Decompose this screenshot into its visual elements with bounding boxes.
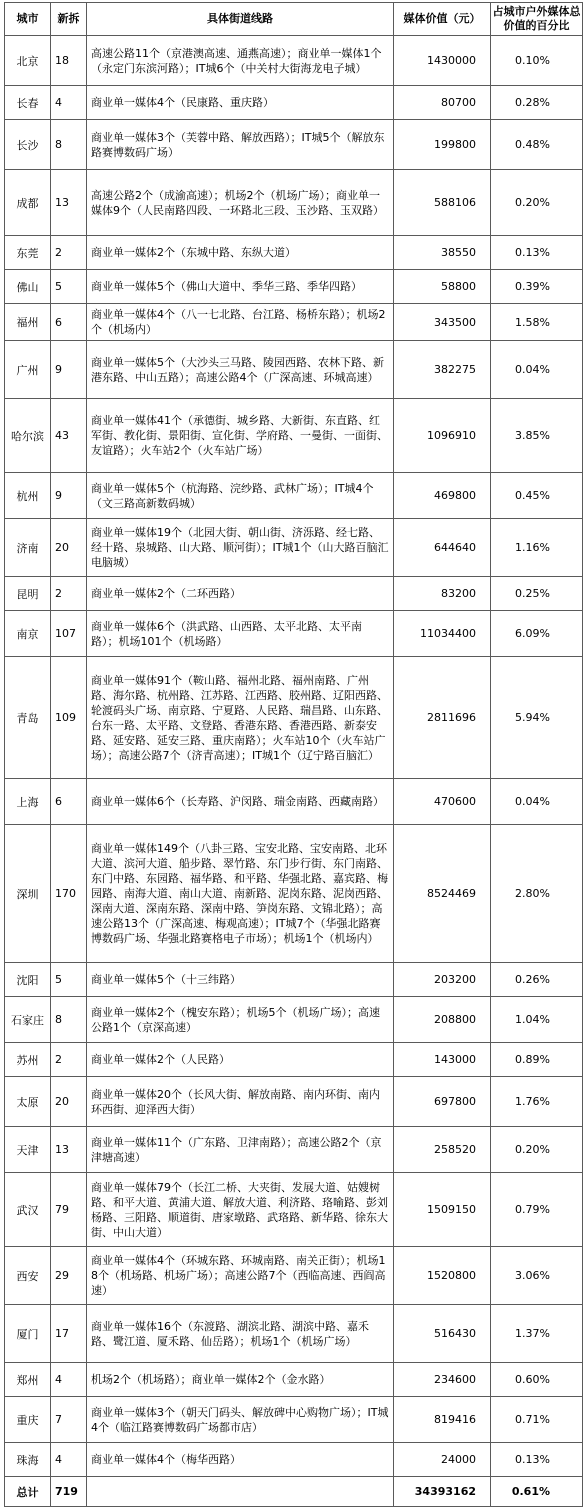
cell-city: 沈阳 [5, 963, 51, 997]
cell-value: 143000 [394, 1043, 491, 1077]
cell-route: 商业单一媒体4个（八一七北路、台江路、杨桥东路）；机场2个（机场内） [87, 304, 394, 341]
cell-city: 哈尔滨 [5, 399, 51, 473]
cell-route: 商业单一媒体16个（东渡路、湖滨北路、湖滨中路、嘉禾路、鹭江道、厦禾路、仙岳路）；机场1个（机场广场） [87, 1305, 394, 1363]
cell-new: 9 [51, 473, 87, 519]
total-pct: 0.61% [491, 1477, 583, 1507]
table-row [5, 779, 583, 825]
cell-value: 819416 [394, 1397, 491, 1443]
cell-route: 商业单一媒体3个（芙蓉中路、解放西路）；IT城5个（解放东路赛博数码广场） [87, 120, 394, 170]
cell-route: 商业单一媒体11个（广东路、卫津南路）；高速公路2个（京津塘高速） [87, 1127, 394, 1173]
cell-value: 644640 [394, 519, 491, 577]
cell-city: 青岛 [5, 657, 51, 779]
cell-value: 199800 [394, 120, 491, 170]
cell-new: 13 [51, 1127, 87, 1173]
cell-value: 343500 [394, 304, 491, 341]
table-row [5, 170, 583, 236]
table-row [5, 86, 583, 120]
cell-new: 17 [51, 1305, 87, 1363]
table-row [5, 236, 583, 270]
cell-route: 商业单一媒体5个（大沙头三马路、陵园西路、农林下路、新港东路、中山五路）；高速公路4个（广深高速、环城高速） [87, 341, 394, 399]
header-route: 具体街道线路 [87, 3, 394, 36]
table-row [5, 120, 583, 170]
cell-new: 9 [51, 341, 87, 399]
cell-pct: 0.20% [491, 170, 583, 236]
cell-city: 珠海 [5, 1443, 51, 1477]
cell-value: 83200 [394, 577, 491, 611]
cell-value: 2811696 [394, 657, 491, 779]
cell-route: 商业单一媒体20个（长风大街、解放南路、南内环街、南内环西街、迎泽西大街） [87, 1077, 394, 1127]
cell-city: 长沙 [5, 120, 51, 170]
cell-value: 11034400 [394, 611, 491, 657]
cell-new: 170 [51, 825, 87, 963]
cell-value: 58800 [394, 270, 491, 304]
header-pct: 占城市户外媒体总价值的百分比 [491, 3, 583, 36]
cell-new: 18 [51, 36, 87, 86]
cell-route: 商业单一媒体19个（北园大街、朝山街、济泺路、经七路、经十路、泉城路、山大路、顺河街）；IT城1个（山大路百脑汇电脑城） [87, 519, 394, 577]
cell-route: 商业单一媒体2个（二环西路） [87, 577, 394, 611]
cell-value: 1430000 [394, 36, 491, 86]
cell-pct: 0.10% [491, 36, 583, 86]
cell-route: 机场2个（机场路）；商业单一媒体2个（金水路） [87, 1363, 394, 1397]
cell-new: 2 [51, 577, 87, 611]
cell-city: 南京 [5, 611, 51, 657]
cell-city: 郑州 [5, 1363, 51, 1397]
cell-pct: 3.06% [491, 1247, 583, 1305]
cell-route: 高速公路11个（京港澳高速、通燕高速）；商业单一媒体1个（永定门东滨河路）；IT城6个（中关村大街海龙电子城） [87, 36, 394, 86]
cell-new: 20 [51, 519, 87, 577]
cell-new: 6 [51, 779, 87, 825]
cell-pct: 0.04% [491, 341, 583, 399]
cell-route: 商业单一媒体149个（八卦三路、宝安北路、宝安南路、北环大道、滨河大道、船步路、翠竹路、东门步行街、东门南路、东门中路、东园路、福华路、和平路、华强北路、嘉宾路、梅园路、南海大道、南山大道、南新路、泥岗东路、泥岗西路、深南大道、深南东路、深南中路、笋岗东路、文锦北路）；高速公路13个（广深高速、梅观高速）；IT城7个（华强北路赛博数码广场、华强北路赛格电子市场）；机场1个（机场内） [87, 825, 394, 963]
cell-city: 长春 [5, 86, 51, 120]
cell-route: 商业单一媒体5个（佛山大道中、季华三路、季华四路） [87, 270, 394, 304]
cell-new: 5 [51, 963, 87, 997]
cell-pct: 0.89% [491, 1043, 583, 1077]
cell-city: 上海 [5, 779, 51, 825]
cell-city: 深圳 [5, 825, 51, 963]
cell-route: 商业单一媒体41个（承德街、城乡路、大新街、东直路、红军街、教化街、景阳街、宣化街、学府路、一曼街、一面街、友谊路）；火车站2个（火车站广场） [87, 399, 394, 473]
cell-pct: 0.79% [491, 1173, 583, 1247]
media-table [4, 2, 583, 1507]
cell-new: 4 [51, 1443, 87, 1477]
header-city: 城市 [5, 3, 51, 36]
cell-pct: 0.39% [491, 270, 583, 304]
cell-route: 高速公路2个（成渝高速）；机场2个（机场广场）；商业单一媒体9个（人民南路四段、一环路北三段、玉沙路、玉双路） [87, 170, 394, 236]
cell-new: 29 [51, 1247, 87, 1305]
table-row [5, 1173, 583, 1247]
cell-new: 8 [51, 997, 87, 1043]
cell-new: 109 [51, 657, 87, 779]
cell-pct: 5.94% [491, 657, 583, 779]
cell-pct: 0.48% [491, 120, 583, 170]
cell-route: 商业单一媒体4个（环城东路、环城南路、南关正街）；机场18个（机场路、机场广场）；高速公路7个（西临高速、西阎高速） [87, 1247, 394, 1305]
cell-pct: 1.16% [491, 519, 583, 577]
cell-value: 697800 [394, 1077, 491, 1127]
cell-pct: 0.20% [491, 1127, 583, 1173]
cell-city: 北京 [5, 36, 51, 86]
table-row [5, 1077, 583, 1127]
cell-city: 东莞 [5, 236, 51, 270]
table-body [5, 36, 583, 1477]
cell-value: 203200 [394, 963, 491, 997]
cell-pct: 0.25% [491, 577, 583, 611]
cell-route: 商业单一媒体2个（槐安东路）；机场5个（机场广场）；高速公路1个（京深高速） [87, 997, 394, 1043]
cell-city: 厦门 [5, 1305, 51, 1363]
cell-route: 商业单一媒体4个（民康路、重庆路） [87, 86, 394, 120]
cell-new: 7 [51, 1397, 87, 1443]
table-row [5, 1127, 583, 1173]
header-value: 媒体价值（元） [394, 3, 491, 36]
cell-route: 商业单一媒体6个（洪武路、山西路、太平北路、太平南路）；机场101个（机场路） [87, 611, 394, 657]
cell-pct: 2.80% [491, 825, 583, 963]
table-row [5, 341, 583, 399]
cell-city: 佛山 [5, 270, 51, 304]
table-row [5, 399, 583, 473]
cell-pct: 1.76% [491, 1077, 583, 1127]
total-label: 总计 [5, 1477, 51, 1507]
cell-new: 2 [51, 236, 87, 270]
cell-value: 234600 [394, 1363, 491, 1397]
cell-new: 79 [51, 1173, 87, 1247]
cell-city: 苏州 [5, 1043, 51, 1077]
cell-pct: 0.45% [491, 473, 583, 519]
cell-route: 商业单一媒体5个（杭海路、浣纱路、武林广场）；IT城4个（文三路高新数码城） [87, 473, 394, 519]
table-row [5, 577, 583, 611]
cell-pct: 0.13% [491, 1443, 583, 1477]
cell-pct: 0.26% [491, 963, 583, 997]
cell-value: 1096910 [394, 399, 491, 473]
table-footer [5, 1477, 583, 1507]
cell-new: 5 [51, 270, 87, 304]
cell-route: 商业单一媒体3个（朝天门码头、解放碑中心购物广场）；IT城4个（临江路赛博数码广场都市店） [87, 1397, 394, 1443]
cell-city: 武汉 [5, 1173, 51, 1247]
cell-new: 4 [51, 1363, 87, 1397]
cell-new: 13 [51, 170, 87, 236]
cell-route: 商业单一媒体5个（十三纬路） [87, 963, 394, 997]
cell-city: 广州 [5, 341, 51, 399]
table-row [5, 611, 583, 657]
cell-city: 成都 [5, 170, 51, 236]
table-row [5, 657, 583, 779]
cell-new: 43 [51, 399, 87, 473]
cell-pct: 1.04% [491, 997, 583, 1043]
cell-value: 588106 [394, 170, 491, 236]
cell-route: 商业单一媒体2个（人民路） [87, 1043, 394, 1077]
cell-new: 8 [51, 120, 87, 170]
cell-value: 1520800 [394, 1247, 491, 1305]
table-row [5, 1247, 583, 1305]
table-row [5, 473, 583, 519]
cell-pct: 3.85% [491, 399, 583, 473]
header-new: 新拆 [51, 3, 87, 36]
table-row [5, 963, 583, 997]
header-row [5, 3, 583, 36]
cell-value: 24000 [394, 1443, 491, 1477]
cell-city: 济南 [5, 519, 51, 577]
cell-city: 福州 [5, 304, 51, 341]
table-row [5, 519, 583, 577]
table-header [5, 3, 583, 36]
total-value: 34393162 [394, 1477, 491, 1507]
cell-value: 38550 [394, 236, 491, 270]
table-row [5, 1397, 583, 1443]
cell-city: 西安 [5, 1247, 51, 1305]
cell-city: 杭州 [5, 473, 51, 519]
cell-pct: 6.09% [491, 611, 583, 657]
cell-new: 107 [51, 611, 87, 657]
cell-route: 商业单一媒体6个（长寿路、沪闵路、瑞金南路、西藏南路） [87, 779, 394, 825]
table-row [5, 270, 583, 304]
table-row [5, 304, 583, 341]
cell-pct: 0.13% [491, 236, 583, 270]
cell-new: 6 [51, 304, 87, 341]
cell-route: 商业单一媒体79个（长江二桥、大夹街、发展大道、姑嫂树路、和平大道、黄浦大道、解放大道、利济路、珞喻路、彭刘杨路、三阳路、顺道街、唐家墩路、武珞路、新华路、徐东大街、中山大道） [87, 1173, 394, 1247]
cell-value: 469800 [394, 473, 491, 519]
cell-value: 80700 [394, 86, 491, 120]
cell-route: 商业单一媒体91个（鞍山路、福州北路、福州南路、广州路、海尔路、杭州路、江苏路、江西路、胶州路、辽阳西路、轮渡码头广场、南京路、宁夏路、人民路、瑞昌路、山东路、台东一路、太平路、文登路、香港东路、香港西路、新泰安路、延安路、延安三路、重庆南路）；火车站10个（火车站广场）；高速公路7个（济青高速）；IT城1个（辽宁路百脑汇） [87, 657, 394, 779]
cell-value: 258520 [394, 1127, 491, 1173]
table-row [5, 36, 583, 86]
cell-pct: 0.28% [491, 86, 583, 120]
cell-route: 商业单一媒体2个（东城中路、东纵大道） [87, 236, 394, 270]
cell-pct: 0.04% [491, 779, 583, 825]
table-row [5, 1443, 583, 1477]
total-route [87, 1477, 394, 1507]
cell-city: 天津 [5, 1127, 51, 1173]
cell-city: 昆明 [5, 577, 51, 611]
cell-city: 太原 [5, 1077, 51, 1127]
cell-new: 20 [51, 1077, 87, 1127]
cell-route: 商业单一媒体4个（梅华西路） [87, 1443, 394, 1477]
table-row [5, 1043, 583, 1077]
cell-value: 382275 [394, 341, 491, 399]
cell-value: 1509150 [394, 1173, 491, 1247]
cell-value: 208800 [394, 997, 491, 1043]
cell-new: 2 [51, 1043, 87, 1077]
cell-pct: 0.71% [491, 1397, 583, 1443]
table-row [5, 1363, 583, 1397]
cell-value: 516430 [394, 1305, 491, 1363]
total-row [5, 1477, 583, 1507]
cell-value: 8524469 [394, 825, 491, 963]
cell-pct: 1.58% [491, 304, 583, 341]
cell-city: 石家庄 [5, 997, 51, 1043]
table-row [5, 997, 583, 1043]
table-row [5, 1305, 583, 1363]
cell-pct: 0.60% [491, 1363, 583, 1397]
cell-city: 重庆 [5, 1397, 51, 1443]
cell-new: 4 [51, 86, 87, 120]
cell-value: 470600 [394, 779, 491, 825]
cell-pct: 1.37% [491, 1305, 583, 1363]
table-row [5, 825, 583, 963]
total-new: 719 [51, 1477, 87, 1507]
